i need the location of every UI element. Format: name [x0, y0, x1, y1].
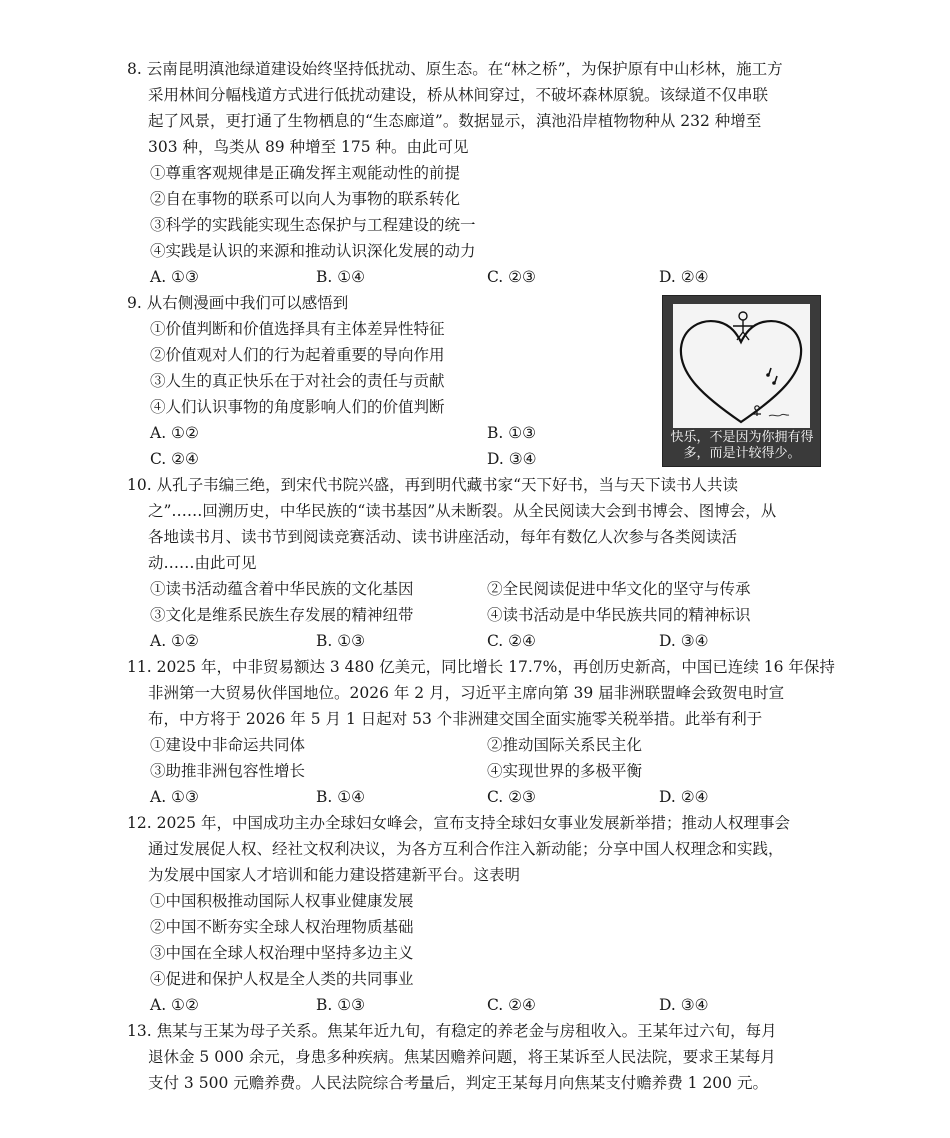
q8-option-4: ④实践是认识的来源和推动认识深化发展的动力 [150, 242, 476, 260]
q8-option-2: ②自在事物的联系可以向人为事物的联系转化 [150, 190, 461, 208]
q12-answer-d: D. ③④ [659, 996, 709, 1014]
q8-answer-d: D. ②④ [659, 268, 709, 286]
q11-stem-line-2: 非洲第一大贸易伙伴国地位。2026 年 2 月，习近平主席向第 39 届非洲联盟峰会致贺电时宣 [148, 684, 785, 702]
cartoon-drawing [673, 304, 810, 428]
q12-option-2: ②中国不断夯实全球人权治理物质基础 [150, 918, 414, 936]
q10-answer-a: A. ①② [150, 632, 199, 650]
heart-cartoon-image [662, 295, 821, 467]
q13-stem-line-2: 退休金 5 000 余元，身患多种疾病。焦某因赡养问题，将王某诉至人民法院，要求王某每月 [148, 1048, 776, 1066]
q11-option-1: ①建设中非命运共同体 [150, 736, 306, 754]
q12-answer-a: A. ①② [150, 996, 199, 1014]
q10-answer-d: D. ③④ [659, 632, 709, 650]
q8-answer-a: A. ①③ [150, 268, 199, 286]
q10-stem-line-1: 10. 从孔子韦编三绝，到宋代书院兴盛，再到明代藏书家“天下好书，当与天下读书人共读 [127, 476, 739, 494]
q9-option-2: ②价值观对人们的行为起着重要的导向作用 [150, 346, 445, 364]
q11-option-4: ④实现世界的多极平衡 [487, 762, 643, 780]
q11-option-3: ③助推非洲包容性增长 [150, 762, 306, 780]
q13-stem-line-1: 13. 焦某与王某为母子关系。焦某年近九旬，有稳定的养老金与房租收入。王某年过六旬，每月 [127, 1022, 777, 1040]
q10-stem-line-3: 各地读书月、读书节到阅读竞赛活动、读书讲座活动，每年有数亿人次参与各类阅读活 [148, 528, 738, 546]
q9-stem: 9. 从右侧漫画中我们可以感悟到 [127, 294, 349, 312]
q10-stem-line-2: 之”……回溯历史，中华民族的“读书基因”从未断裂。从全民阅读大会到书博会、图博会，从 [148, 502, 777, 520]
q8-option-1: ①尊重客观规律是正确发挥主观能动性的前提 [150, 164, 461, 182]
q12-stem-line-1: 12. 2025 年，中国成功主办全球妇女峰会，宣布支持全球妇女事业发展新举措；推动人权理事会 [127, 814, 790, 832]
q9-option-4: ④人们认识事物的角度影响人们的价值判断 [150, 398, 445, 416]
q9-option-1: ①价值判断和价值选择具有主体差异性特征 [150, 320, 445, 338]
q9-answer-c: C. ②④ [150, 450, 199, 468]
q10-option-1: ①读书活动蕴含着中华民族的文化基因 [150, 580, 414, 598]
q11-stem-line-1: 11. 2025 年，中非贸易额达 3 480 亿美元，同比增长 17.7%，再创历史新高，中国已连续 16 年保持 [127, 658, 835, 676]
q10-option-4: ④读书活动是中华民族共同的精神标识 [487, 606, 751, 624]
q8-stem-line-1: 8. 云南昆明滇池绿道建设始终坚持低扰动、原生态。在“林之桥”，为保护原有中山杉林，施工方 [127, 60, 783, 78]
q11-answer-d: D. ②④ [659, 788, 709, 806]
q12-option-3: ③中国在全球人权治理中坚持多边主义 [150, 944, 414, 962]
q11-answer-c: C. ②③ [487, 788, 536, 806]
q10-answer-b: B. ①③ [316, 632, 366, 650]
q8-stem-line-2: 采用林间分幅栈道方式进行低扰动建设，桥从林间穿过，不破坏森林原貌。该绿道不仅串联 [148, 86, 769, 104]
q8-stem-line-3: 起了风景，更打通了生物栖息的“生态廊道”。数据显示，滇池沿岸植物物种从 232 种增至 [148, 112, 762, 130]
q8-stem-line-4: 303 种，鸟类从 89 种增至 175 种。由此可见 [148, 138, 469, 156]
q11-answer-b: B. ①④ [316, 788, 366, 806]
q11-stem-line-3: 布，中方将于 2026 年 5 月 1 日起对 53 个非洲建交国全面实施零关税举措。此举有利于 [148, 710, 763, 728]
cartoon-caption: 快乐，不是因为你拥有得多，而是计较得少。 [670, 430, 814, 461]
q11-option-2: ②推动国际关系民主化 [487, 736, 643, 754]
q10-option-2: ②全民阅读促进中华文化的坚守与传承 [487, 580, 751, 598]
q10-option-3: ③文化是维系民族生存发展的精神纽带 [150, 606, 414, 624]
q8-option-3: ③科学的实践能实现生态保护与工程建设的统一 [150, 216, 476, 234]
q8-answer-c: C. ②③ [487, 268, 536, 286]
q12-stem-line-3: 为发展中国家人才培训和能力建设搭建新平台。这表明 [148, 866, 521, 884]
q9-answer-d: D. ③④ [487, 450, 537, 468]
q9-answer-b: B. ①③ [487, 424, 537, 442]
q8-answer-b: B. ①④ [316, 268, 366, 286]
q12-answer-b: B. ①③ [316, 996, 366, 1014]
q10-stem-line-4: 动……由此可见 [148, 554, 257, 572]
q12-option-4: ④促进和保护人权是全人类的共同事业 [150, 970, 414, 988]
q13-stem-line-3: 支付 3 500 元赡养费。人民法院综合考量后，判定王某每月向焦某支付赡养费 1 200 元。 [148, 1074, 768, 1092]
q12-option-1: ①中国积极推动国际人权事业健康发展 [150, 892, 414, 910]
q9-answer-a: A. ①② [150, 424, 199, 442]
q12-answer-c: C. ②④ [487, 996, 536, 1014]
q10-answer-c: C. ②④ [487, 632, 536, 650]
heart-drawing-icon [673, 304, 810, 428]
q9-option-3: ③人生的真正快乐在于对社会的责任与贡献 [150, 372, 445, 390]
q12-stem-line-2: 通过发展促人权、经社文权利决议，为各方互利合作注入新动能；分享中国人权理念和实践， [148, 840, 784, 858]
q11-answer-a: A. ①③ [150, 788, 199, 806]
